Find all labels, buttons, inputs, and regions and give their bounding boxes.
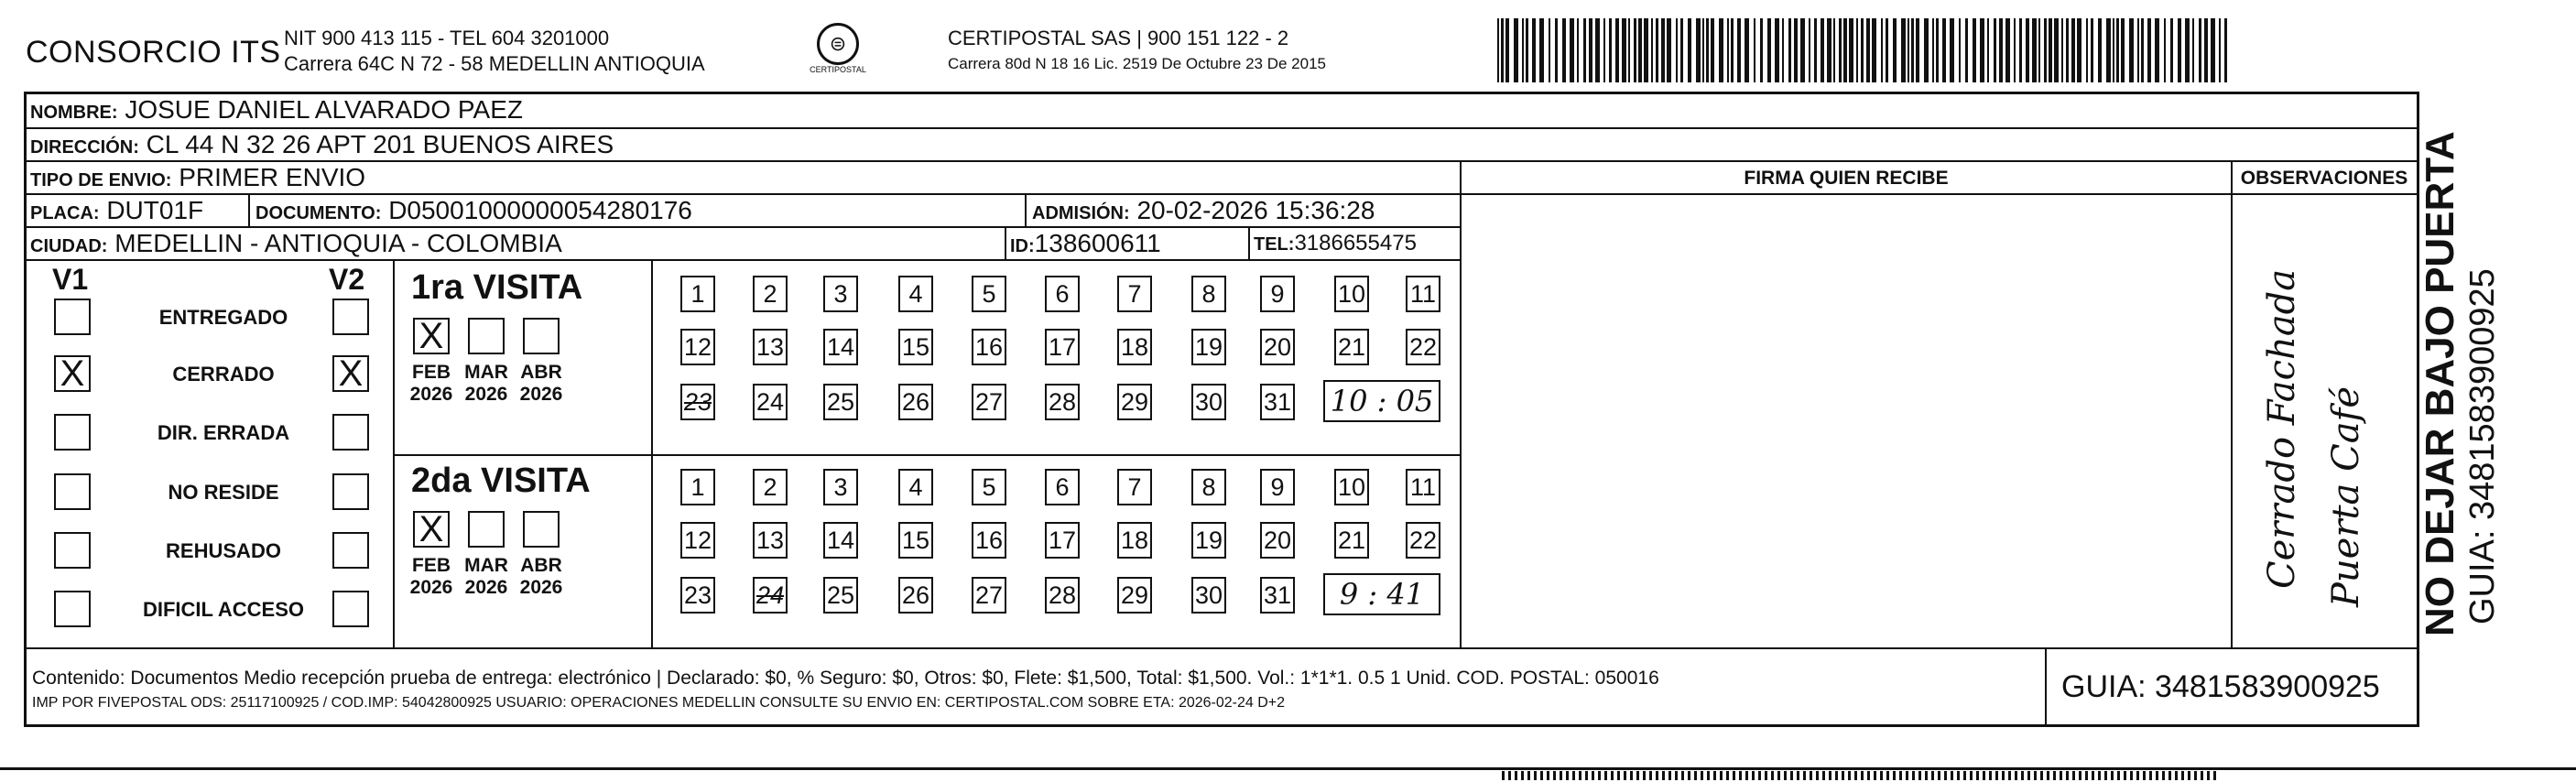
visit-month-label <box>459 362 514 406</box>
visit-day-box[interactable]: 11 <box>1406 469 1440 505</box>
visit-day-box[interactable]: 10 <box>1334 276 1369 312</box>
barcode-bar <box>1901 18 1906 82</box>
visit-day-box[interactable]: 22 <box>1406 329 1440 365</box>
barcode-bar <box>1994 18 1996 82</box>
barcode-bar <box>2106 18 2111 82</box>
visit-day-box[interactable]: 4 <box>898 469 933 505</box>
tipo-label: TIPO DE ENVIO: <box>30 170 172 190</box>
barcode-bar <box>2086 18 2088 82</box>
nombre-label: NOMBRE: <box>30 103 118 123</box>
visit-day-box[interactable]: 7 <box>1117 469 1152 505</box>
visit-month-checkbox[interactable] <box>468 511 505 548</box>
status-v2-checkbox[interactable] <box>332 414 369 451</box>
barcode-bar <box>1760 18 1763 82</box>
barcode-bar <box>2113 18 2114 82</box>
visit-day-box[interactable]: 18 <box>1117 522 1152 559</box>
barcode-bar <box>1583 18 1586 82</box>
tipo-value: PRIMER ENVIO <box>179 163 366 191</box>
visit-day-box[interactable]: 24 <box>753 577 788 614</box>
barcode-bar <box>1539 18 1544 82</box>
barcode-bar <box>2192 18 2194 82</box>
visit-day-box[interactable]: 6 <box>1045 469 1080 505</box>
visit-day-box[interactable]: 7 <box>1117 276 1152 312</box>
footer-impresion: IMP POR FIVEPOSTAL ODS: 25117100925 / COD.IMP: 54042800925 USUARIO: OPERACIONES MEDELLIN CONSULTE SU ENVIO EN: CERTIPOSTAL.COM SOBRE ETA: 2026-02-24 D+2 <box>32 695 1286 711</box>
visit-day-box[interactable]: 29 <box>1117 384 1152 420</box>
company-nit: NIT 900 413 115 - TEL 604 3201000 <box>284 27 610 49</box>
barcode-bar <box>1622 18 1626 82</box>
month-year: 2026 <box>464 577 508 598</box>
v1-header: V1 <box>52 263 89 296</box>
barcode-bar <box>1866 18 1870 82</box>
barcode-bar <box>2164 18 2166 82</box>
admision-value: 20-02-2026 15:36:28 <box>1136 196 1375 224</box>
visit-day-box[interactable]: 5 <box>972 276 1006 312</box>
barcode-bar <box>1942 18 1946 82</box>
visit-day-box[interactable]: 4 <box>898 276 933 312</box>
visit-day-box[interactable]: 12 <box>680 522 715 559</box>
barcode-bar <box>1532 18 1536 82</box>
carrier-address: Carrera 80d N 18 16 Lic. 2519 De Octubre 23 De 2015 <box>948 55 1326 72</box>
barcode-bar <box>2141 18 2144 82</box>
month-name: FEB <box>412 555 451 576</box>
visit-month-checkbox[interactable] <box>468 318 505 354</box>
barcode-bar <box>1595 18 1600 82</box>
ciudad-label: CIUDAD: <box>30 236 108 256</box>
barcode-bar <box>1827 18 1831 82</box>
barcode-bar <box>1731 18 1734 82</box>
visit-day-box[interactable]: 18 <box>1117 329 1152 365</box>
visit-day-box[interactable]: 17 <box>1045 329 1080 365</box>
status-v2-checkbox[interactable] <box>332 591 369 627</box>
visit-day-box[interactable]: 23 <box>680 384 715 420</box>
certipostal-logo <box>806 23 870 80</box>
tel-value: 3186655475 <box>1294 231 1417 255</box>
status-label: CERRADO <box>172 363 275 386</box>
visit-month-label <box>514 362 569 406</box>
barcode-bar <box>1661 18 1665 82</box>
visit-day-box[interactable]: 11 <box>1406 276 1440 312</box>
visit-day-box[interactable]: 1 <box>680 469 715 505</box>
visit-day-box[interactable]: 23 <box>680 577 715 614</box>
barcode-bar <box>1501 18 1504 82</box>
barcode-bar <box>1893 18 1897 82</box>
barcode <box>1497 18 2230 82</box>
barcode-bar <box>1908 18 1909 82</box>
tel-label: TEL: <box>1254 234 1295 255</box>
barcode-bar <box>1794 18 1798 82</box>
visit-day-box[interactable]: 25 <box>823 384 858 420</box>
status-label: NO RESIDE <box>168 481 279 504</box>
visit-day-box[interactable]: 15 <box>898 522 933 559</box>
row-ciudad <box>27 228 1460 261</box>
visit-day-box[interactable]: 20 <box>1260 329 1295 365</box>
visit-day-box[interactable]: 14 <box>823 329 858 365</box>
barcode-bar <box>2019 18 2022 82</box>
carrier-nit: CERTIPOSTAL SAS | 900 151 122 - 2 <box>948 27 1289 49</box>
barcode-bar <box>1924 18 1929 82</box>
carrier-info <box>948 26 1326 77</box>
visit-day-box[interactable]: 2 <box>753 276 788 312</box>
barcode-bar <box>1916 18 1919 82</box>
barcode-bar <box>1505 18 1509 82</box>
barcode-bar <box>1706 18 1709 82</box>
visit-title: 1ra VISITA <box>411 268 583 307</box>
status-label: ENTREGADO <box>158 306 288 329</box>
status-v1-checkbox[interactable] <box>54 473 91 510</box>
observacion-handwriting-2: Puerta Café <box>2325 386 2367 607</box>
barcode-bar <box>1644 18 1648 82</box>
visit-month-label <box>404 362 459 406</box>
visit-day-box[interactable]: 28 <box>1045 384 1080 420</box>
direccion-value: CL 44 N 32 26 APT 201 BUENOS AIRES <box>146 130 614 158</box>
visit-day-box[interactable]: 1 <box>680 276 715 312</box>
barcode-bar <box>2147 18 2151 82</box>
barcode-bar <box>1999 18 2003 82</box>
company-address: Carrera 64C N 72 - 58 MEDELLIN ANTIOQUIA <box>284 52 705 75</box>
row-tipo <box>27 162 1460 195</box>
barcode-bar <box>1782 18 1784 82</box>
status-v1-checkbox[interactable] <box>54 299 91 335</box>
direccion-label: DIRECCIÓN: <box>30 137 139 157</box>
visit-day-box[interactable]: 9 <box>1260 469 1295 505</box>
barcode-bar <box>1965 18 1968 82</box>
barcode-bar <box>2178 18 2181 82</box>
visit-title: 2da VISITA <box>411 462 591 500</box>
barcode-bar <box>1676 18 1678 82</box>
barcode-bar <box>1881 18 1883 82</box>
footer-contenido: Contenido: Documentos Medio recepción prueba de entrega: electrónico | Declarado: $0, % Seguro: $0, Otros: $0, Flete: $1,500, Total: $1,500. Vol.: 1*1*1. 0.5 1 Unid. COD. POSTAL: 050016 <box>32 668 1659 689</box>
delivery-form <box>24 92 2419 727</box>
barcode-bar <box>2199 18 2201 82</box>
documento-field <box>255 195 692 229</box>
visit-day-box[interactable]: 26 <box>898 577 933 614</box>
barcode-bar <box>1745 18 1749 82</box>
barcode-bar <box>2224 18 2227 82</box>
barcode-bar <box>2038 18 2040 82</box>
barcode-bar <box>2066 18 2069 82</box>
row-direccion <box>27 129 2417 162</box>
visit-day-box[interactable]: 26 <box>898 384 933 420</box>
barcode-bar <box>2129 18 2134 82</box>
month-name: MAR <box>464 555 508 576</box>
barcode-bar <box>1737 18 1741 82</box>
barcode-bar <box>1634 18 1636 82</box>
barcode-bar <box>1809 18 1810 82</box>
visit-month-checkbox[interactable]: X <box>413 511 450 548</box>
barcode-bar <box>1549 18 1550 82</box>
visit-day-box[interactable]: 6 <box>1045 276 1080 312</box>
visit-day-box[interactable]: 20 <box>1260 522 1295 559</box>
ciudad-value: MEDELLIN - ANTIOQUIA - COLOMBIA <box>114 229 562 257</box>
barcode-bar <box>1711 18 1714 82</box>
placa-label: PLACA: <box>30 203 100 223</box>
barcode-bar <box>1886 18 1888 82</box>
visit-day-box[interactable]: 3 <box>823 276 858 312</box>
visit-day-box[interactable]: 28 <box>1045 577 1080 614</box>
visit-day-box[interactable]: 17 <box>1045 522 1080 559</box>
visit-time[interactable]: 10 : 05 <box>1323 380 1440 422</box>
documento-value: D05001000000054280176 <box>388 196 692 224</box>
barcode-bar <box>2185 18 2190 82</box>
visit-month-label <box>514 555 569 599</box>
barcode-bar <box>1936 18 1939 82</box>
observaciones-header: OBSERVACIONES <box>2240 168 2408 189</box>
visit-day-box[interactable]: 29 <box>1117 577 1152 614</box>
barcode-bar <box>1959 18 1961 82</box>
logo-icon: ⊜ <box>817 23 859 65</box>
visit-month-label <box>459 555 514 599</box>
barcode-bar <box>2026 18 2029 82</box>
barcode-bar <box>1775 18 1779 82</box>
barcode-bar <box>1980 18 1984 82</box>
barcode-bar <box>1911 18 1914 82</box>
barcode-bar <box>1497 18 1499 82</box>
barcode-bar <box>2098 18 2102 82</box>
visit-day-box[interactable]: 25 <box>823 577 858 614</box>
visit-day-box[interactable]: 13 <box>753 329 788 365</box>
barcode-bar <box>1843 18 1847 82</box>
status-v2-checkbox[interactable] <box>332 473 369 510</box>
id-label: ID: <box>1010 236 1035 256</box>
visit-day-box[interactable]: 5 <box>972 469 1006 505</box>
page-edge <box>0 767 2576 770</box>
barcode-bar <box>1833 18 1835 82</box>
barcode-bar <box>2219 18 2221 82</box>
barcode-bar <box>2049 18 2052 82</box>
visit-day-box[interactable]: 8 <box>1191 276 1226 312</box>
id-value: 138600611 <box>1034 229 1161 257</box>
barcode-bar <box>1767 18 1771 82</box>
visit-day-box[interactable]: 10 <box>1334 469 1369 505</box>
visit-day-box[interactable]: 8 <box>1191 469 1226 505</box>
admision-label: ADMISIÓN: <box>1032 203 1130 223</box>
barcode-bar <box>1651 18 1653 82</box>
barcode-bar <box>1702 18 1704 82</box>
visit-day-box[interactable]: 16 <box>972 522 1006 559</box>
status-v1-checkbox[interactable] <box>54 532 91 569</box>
visit-month-checkbox[interactable] <box>523 318 560 354</box>
nombre-value: JOSUE DANIEL ALVARADO PAEZ <box>125 95 523 124</box>
barcode-bar <box>2044 18 2047 82</box>
barcode-bar <box>1987 18 1989 82</box>
barcode-bar <box>1950 18 1954 82</box>
barcode-bar <box>1562 18 1566 82</box>
barcode-bar <box>1667 18 1671 82</box>
side-guia: GUIA: 3481583900925 <box>2463 268 2502 625</box>
barcode-bar <box>1800 18 1805 82</box>
visit-day-box[interactable]: 27 <box>972 577 1006 614</box>
admision-field <box>1032 195 1375 229</box>
visit-day-box[interactable]: 19 <box>1191 329 1226 365</box>
barcode-bar <box>2155 18 2159 82</box>
barcode-bar <box>2170 18 2173 82</box>
status-v2-checkbox[interactable] <box>332 532 369 569</box>
visit-day-box[interactable]: 14 <box>823 522 858 559</box>
firma-header: FIRMA QUIEN RECIBE <box>1744 168 1949 189</box>
footer-guia: GUIA: 3481583900925 <box>2061 669 2380 704</box>
barcode-bar <box>1526 18 1528 82</box>
barcode-bar <box>1615 18 1619 82</box>
side-warning: NO DEJAR BAJO PUERTA <box>2418 131 2462 636</box>
visit-time[interactable]: 9 : 41 <box>1323 573 1440 615</box>
barcode-bar <box>1514 18 1518 82</box>
barcode-bar <box>1932 18 1934 82</box>
barcode-bar <box>1638 18 1642 82</box>
barcode-bar <box>2071 18 2075 82</box>
barcode-bar <box>2137 18 2139 82</box>
month-name: ABR <box>520 555 562 576</box>
v2-header: V2 <box>329 263 365 296</box>
barcode-bar <box>1872 18 1876 82</box>
observacion-handwriting-1: Cerrado Fachada <box>2261 268 2303 589</box>
month-name: ABR <box>520 362 562 383</box>
visit-day-box[interactable]: 21 <box>1334 522 1369 559</box>
month-year: 2026 <box>409 577 453 598</box>
barcode-bar <box>1570 18 1574 82</box>
barcode-bar <box>1656 18 1658 82</box>
barcode-bar <box>1589 18 1592 82</box>
barcode-bar <box>2204 18 2208 82</box>
month-name: MAR <box>464 362 508 383</box>
barcode-bar <box>2054 18 2059 82</box>
barcode-bar <box>2121 18 2125 82</box>
barcode-bar <box>1577 18 1579 82</box>
visit-day-box[interactable]: 27 <box>972 384 1006 420</box>
barcode-bar <box>1849 18 1853 82</box>
visit-day-box[interactable]: 9 <box>1260 276 1295 312</box>
visit-day-box[interactable]: 30 <box>1191 384 1226 420</box>
row-nombre <box>27 94 2417 129</box>
barcode-bar <box>1719 18 1723 82</box>
visit-day-box[interactable]: 3 <box>823 469 858 505</box>
visit-day-box[interactable]: 31 <box>1260 384 1295 420</box>
visit-day-box[interactable]: 30 <box>1191 577 1226 614</box>
barcode-edge <box>1502 771 2216 780</box>
barcode-bar <box>1555 18 1558 82</box>
barcode-bar <box>1688 18 1691 82</box>
id-field <box>1010 228 1161 262</box>
visit-day-box[interactable]: 15 <box>898 329 933 365</box>
barcode-bar <box>2116 18 2119 82</box>
barcode-bar <box>2032 18 2037 82</box>
barcode-bar <box>2077 18 2081 82</box>
visit-month-checkbox[interactable] <box>523 511 560 548</box>
barcode-bar <box>1861 18 1864 82</box>
visit-month-label <box>404 555 459 599</box>
barcode-bar <box>2091 18 2093 82</box>
status-label: REHUSADO <box>166 539 281 562</box>
visit-day-box[interactable]: 16 <box>972 329 1006 365</box>
barcode-bar <box>2014 18 2016 82</box>
company-name: CONSORCIO ITS <box>26 35 281 70</box>
barcode-bar <box>1603 18 1605 82</box>
barcode-bar <box>1821 18 1824 82</box>
visit-day-box[interactable]: 21 <box>1334 329 1369 365</box>
barcode-bar <box>1814 18 1817 82</box>
status-v1-checkbox[interactable] <box>54 591 91 627</box>
barcode-bar <box>1628 18 1630 82</box>
tel-field <box>1254 228 1417 260</box>
status-v2-checkbox[interactable] <box>332 299 369 335</box>
month-year: 2026 <box>464 384 508 405</box>
status-label: DIR. ERRADA <box>157 421 290 444</box>
visit-month-checkbox[interactable]: X <box>413 318 450 354</box>
documento-label: DOCUMENTO: <box>255 203 382 223</box>
barcode-bar <box>1856 18 1858 82</box>
barcode-bar <box>2211 18 2215 82</box>
visit-day-box[interactable]: 12 <box>680 329 715 365</box>
visit-day-box[interactable]: 13 <box>753 522 788 559</box>
barcode-bar <box>1696 18 1701 82</box>
status-v1-checkbox[interactable]: X <box>54 355 91 392</box>
month-name: FEB <box>412 362 451 383</box>
placa-value: DUT01F <box>106 196 204 224</box>
barcode-bar <box>1788 18 1791 82</box>
status-v2-checkbox[interactable]: X <box>332 355 369 392</box>
status-v1-checkbox[interactable] <box>54 414 91 451</box>
barcode-bar <box>1609 18 1612 82</box>
month-year: 2026 <box>409 384 453 405</box>
visit-day-box[interactable]: 19 <box>1191 522 1226 559</box>
visit-day-box[interactable]: 2 <box>753 469 788 505</box>
status-label: DIFICIL ACCESO <box>142 598 304 621</box>
company-info <box>284 26 705 77</box>
barcode-bar <box>2061 18 2063 82</box>
visit-day-box[interactable]: 31 <box>1260 577 1295 614</box>
barcode-bar <box>1839 18 1842 82</box>
barcode-bar <box>1754 18 1755 82</box>
barcode-bar <box>1973 18 1976 82</box>
barcode-bar <box>1522 18 1524 82</box>
month-year: 2026 <box>519 384 563 405</box>
barcode-bar <box>1680 18 1683 82</box>
visit-day-box[interactable]: 22 <box>1406 522 1440 559</box>
logo-label: CERTIPOSTAL <box>810 65 866 74</box>
visit-day-box[interactable]: 24 <box>753 384 788 420</box>
barcode-bar <box>2005 18 2010 82</box>
month-year: 2026 <box>519 577 563 598</box>
barcode-bar <box>1727 18 1729 82</box>
